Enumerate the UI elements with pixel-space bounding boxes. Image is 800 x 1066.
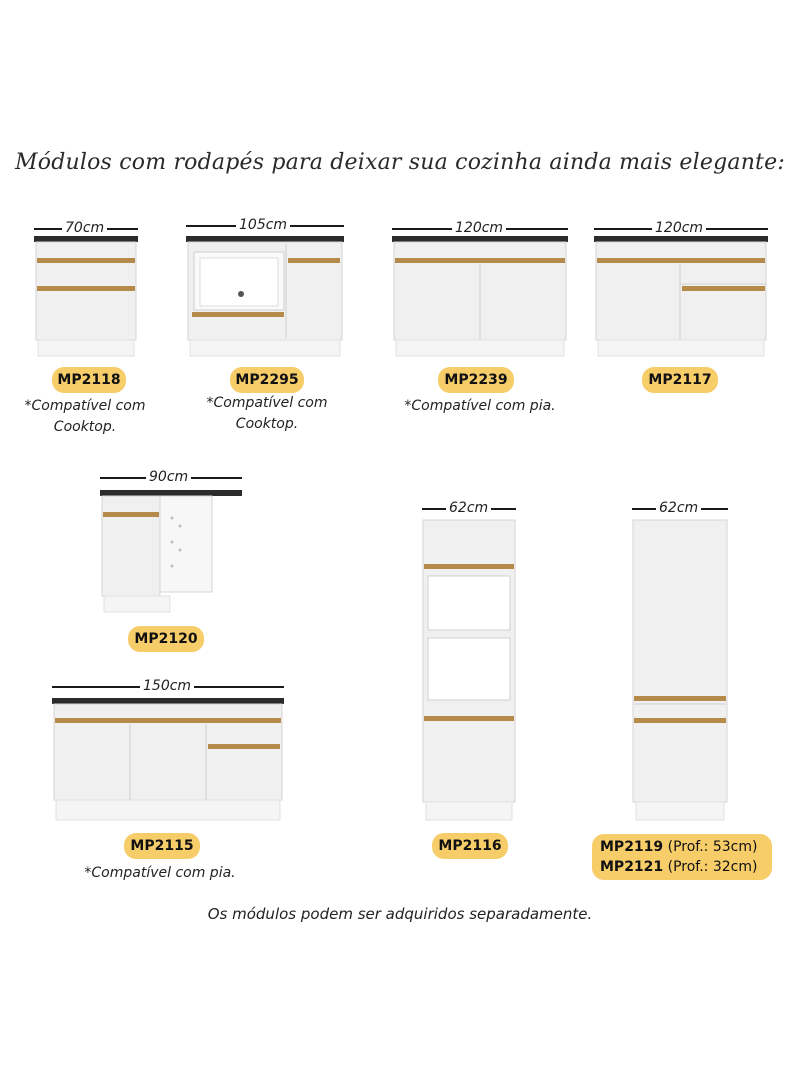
dimension-105cm: 105cm bbox=[186, 217, 344, 235]
badge-mp2115: MP2115 bbox=[124, 833, 200, 859]
note-mp2239: *Compatível com pia. bbox=[404, 398, 556, 414]
note-mp2115: *Compatível com pia. bbox=[84, 865, 236, 881]
badge-mp2239: MP2239 bbox=[438, 367, 514, 393]
cabinet-mp2119-illustration bbox=[632, 518, 728, 822]
note-mp2118: *Compatível com Cooktop. bbox=[24, 398, 146, 435]
badge-mp2295: MP2295 bbox=[230, 367, 304, 393]
page-headline: Módulos com rodapés para deixar sua cozinha ainda mais elegante: bbox=[15, 150, 785, 175]
badge-mp2120: MP2120 bbox=[128, 626, 204, 652]
cabinet-mp2118-illustration bbox=[34, 236, 138, 358]
footer-note: Os módulos podem ser adquiridos separadamente. bbox=[207, 905, 593, 923]
dimension-120cm-mp2239: 120cm bbox=[392, 220, 568, 238]
cabinet-mp2239-illustration bbox=[392, 236, 568, 358]
cabinet-mp2116-illustration bbox=[422, 518, 516, 822]
dimension-70cm: 70cm bbox=[34, 220, 138, 238]
cabinet-mp2120-illustration bbox=[100, 486, 242, 614]
dimension-90cm: 90cm bbox=[100, 469, 242, 487]
dimension-120cm-mp2117: 120cm bbox=[594, 220, 768, 238]
cabinet-mp2295-illustration bbox=[186, 234, 344, 358]
badge-mp2119-mp2121: MP2119 (Prof.: 53cm) MP2121 (Prof.: 32cm) bbox=[592, 834, 772, 880]
dimension-150cm: 150cm bbox=[52, 678, 284, 696]
note-mp2295: *Compatível com Cooktop. bbox=[206, 395, 328, 432]
dimension-62cm-mp2119: 62cm bbox=[632, 500, 728, 518]
badge-mp2118: MP2118 bbox=[52, 367, 126, 393]
cabinet-mp2115-illustration bbox=[52, 696, 284, 822]
badge-mp2117: MP2117 bbox=[642, 367, 718, 393]
dimension-62cm-mp2116: 62cm bbox=[422, 500, 516, 518]
badge-mp2116: MP2116 bbox=[432, 833, 508, 859]
cabinet-mp2117-illustration bbox=[594, 236, 768, 358]
